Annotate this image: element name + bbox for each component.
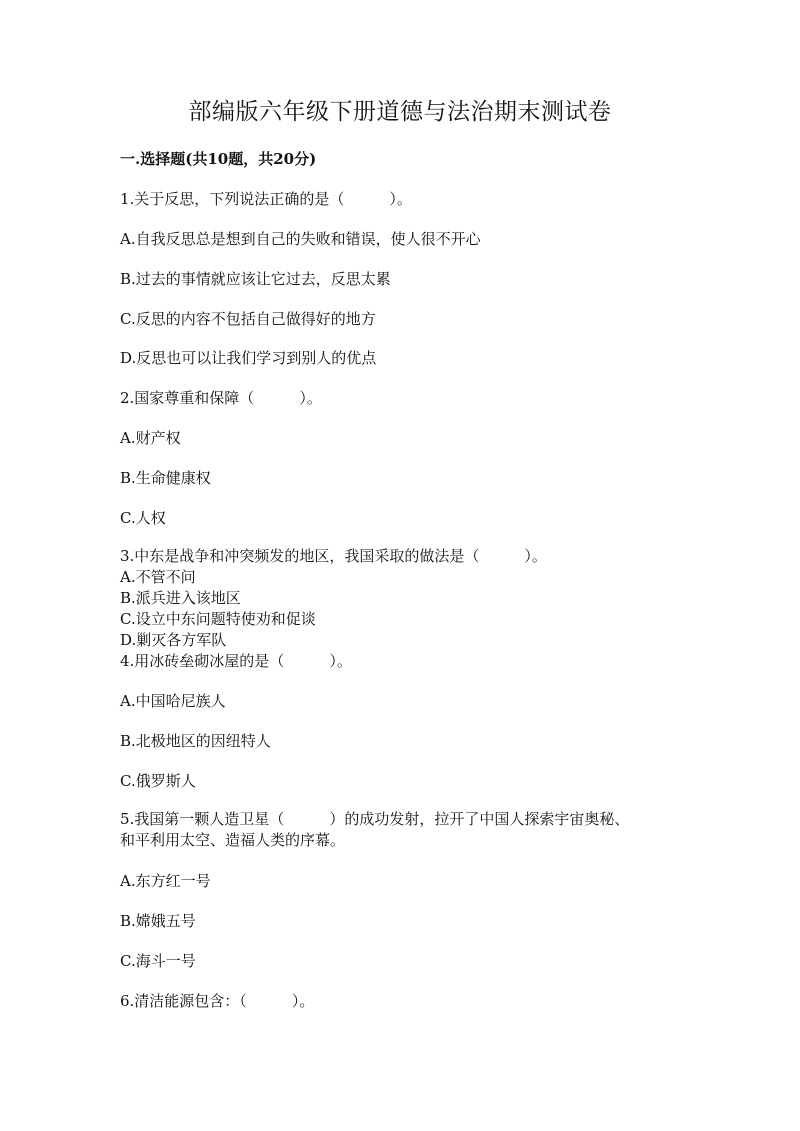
question-5-option-b: B.嫦娥五号 — [120, 912, 196, 930]
question-1-option-a: A.自我反思总是想到自己的失败和错误，使人很不开心 — [120, 230, 481, 248]
question-2-option-b: B.生命健康权 — [120, 469, 211, 487]
question-4-option-b: B.北极地区的因纽特人 — [120, 732, 271, 750]
question-1-option-c: C.反思的内容不包括自己做得好的地方 — [120, 310, 376, 328]
question-3-option-c: C.设立中东问题特使劝和促谈 — [120, 610, 316, 628]
question-5-stem-line-2: 和平利用太空、造福人类的序幕。 — [120, 831, 346, 849]
page-title: 部编版六年级下册道德与法治期末测试卷 — [188, 99, 612, 125]
question-2-stem: 2.国家尊重和保障（ ）。 — [120, 389, 322, 407]
question-3-option-a: A.不管不问 — [120, 568, 196, 586]
question-3-stem: 3.中东是战争和冲突频发的地区，我国采取的做法是（ ）。 — [120, 547, 547, 565]
question-2-option-a: A.财产权 — [120, 429, 181, 447]
question-5-option-c: C.海斗一号 — [120, 952, 196, 970]
question-3-option-b: B.派兵进入该地区 — [120, 589, 241, 607]
question-4-stem: 4.用冰砖垒砌冰屋的是（ ）。 — [120, 652, 352, 670]
question-5-stem-line-1: 5.我国第一颗人造卫星（ ）的成功发射，拉开了中国人探索宇宙奥秘、 — [120, 810, 630, 828]
question-4-option-a: A.中国哈尼族人 — [120, 692, 226, 710]
question-5-option-a: A.东方红一号 — [120, 872, 211, 890]
question-1-stem: 1.关于反思，下列说法正确的是（ ）。 — [120, 190, 412, 208]
question-1-option-d: D.反思也可以让我们学习到别人的优点 — [120, 349, 377, 367]
question-2-option-c: C.人权 — [120, 509, 166, 527]
question-1-option-b: B.过去的事情就应该让它过去，反思太累 — [120, 270, 391, 288]
section-heading: 一.选择题(共10题，共20分) — [120, 150, 317, 168]
question-3-option-d: D.剿灭各方军队 — [120, 631, 227, 649]
question-6-stem: 6.清洁能源包含：（ ）。 — [120, 992, 315, 1010]
question-4-option-c: C.俄罗斯人 — [120, 772, 196, 790]
